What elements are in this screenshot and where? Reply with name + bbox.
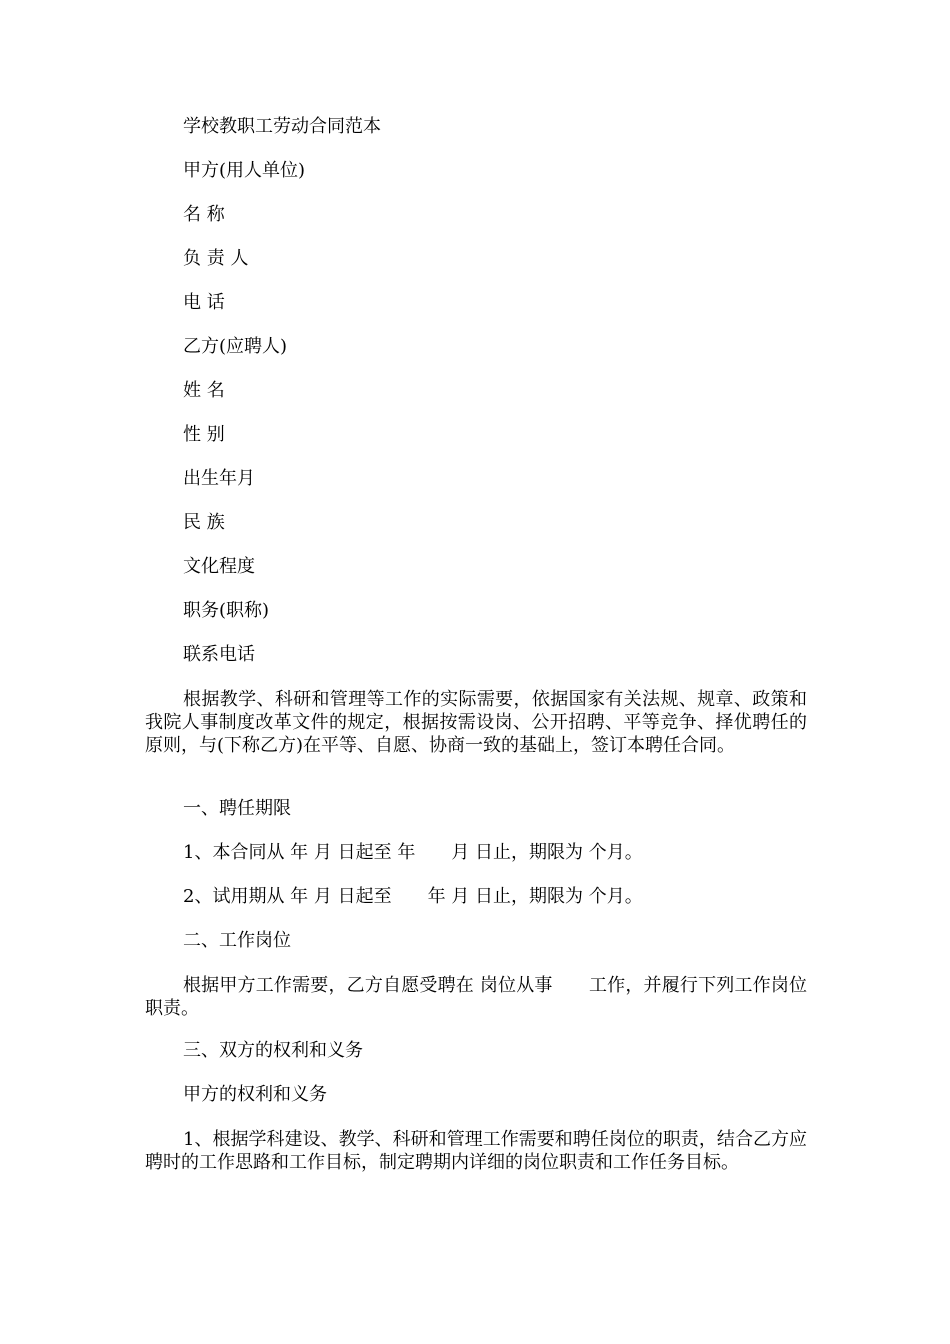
intro-paragraph: 根据教学、科研和管理等工作的实际需要，依据国家有关法规、规章、政策和我院人事制度改革文件的规定，根据按需设岗、公开招聘、平等竞争、择优聘任的原则，与(下称乙方)在平等、自愿、协商一致的基础上，签订本聘任合同。 — [145, 689, 807, 756]
party-a-person-label: 负 责 人 — [183, 248, 249, 269]
party-b-education-label: 文化程度 — [183, 556, 255, 577]
party-b-birth-label: 出生年月 — [183, 468, 255, 489]
party-b-contact-label: 联系电话 — [183, 644, 255, 665]
section1-item1: 1、本合同从 年 月 日起至 年 月 日止，期限为 个月。 — [183, 842, 643, 863]
section3-item1: 1、根据学科建设、教学、科研和管理工作需要和聘任岗位的职责，结合乙方应聘时的工作思路和工作目标，制定聘期内详细的岗位职责和工作任务目标。 — [145, 1129, 807, 1173]
party-a-name-label: 名 称 — [183, 204, 225, 225]
party-a-heading: 甲方(用人单位) — [183, 160, 306, 181]
section2-paragraph: 根据甲方工作需要，乙方自愿受聘在 岗位从事 工作，并履行下列工作岗位职责。 — [145, 975, 807, 1019]
party-b-heading: 乙方(应聘人) — [183, 336, 288, 357]
section3-subheading: 甲方的权利和义务 — [183, 1084, 327, 1105]
section2-heading: 二、工作岗位 — [183, 930, 291, 951]
document-title: 学校教职工劳动合同范本 — [183, 116, 381, 137]
party-b-gender-label: 性 别 — [183, 424, 225, 445]
section1-item2: 2、试用期从 年 月 日起至 年 月 日止，期限为 个月。 — [183, 886, 643, 907]
section1-heading: 一、聘任期限 — [183, 798, 291, 819]
party-b-name-label: 姓 名 — [183, 380, 225, 401]
section3-heading: 三、双方的权利和义务 — [183, 1040, 363, 1061]
party-b-ethnicity-label: 民 族 — [183, 512, 225, 533]
party-b-position-label: 职务(职称) — [183, 600, 270, 621]
party-a-phone-label: 电 话 — [183, 292, 225, 313]
